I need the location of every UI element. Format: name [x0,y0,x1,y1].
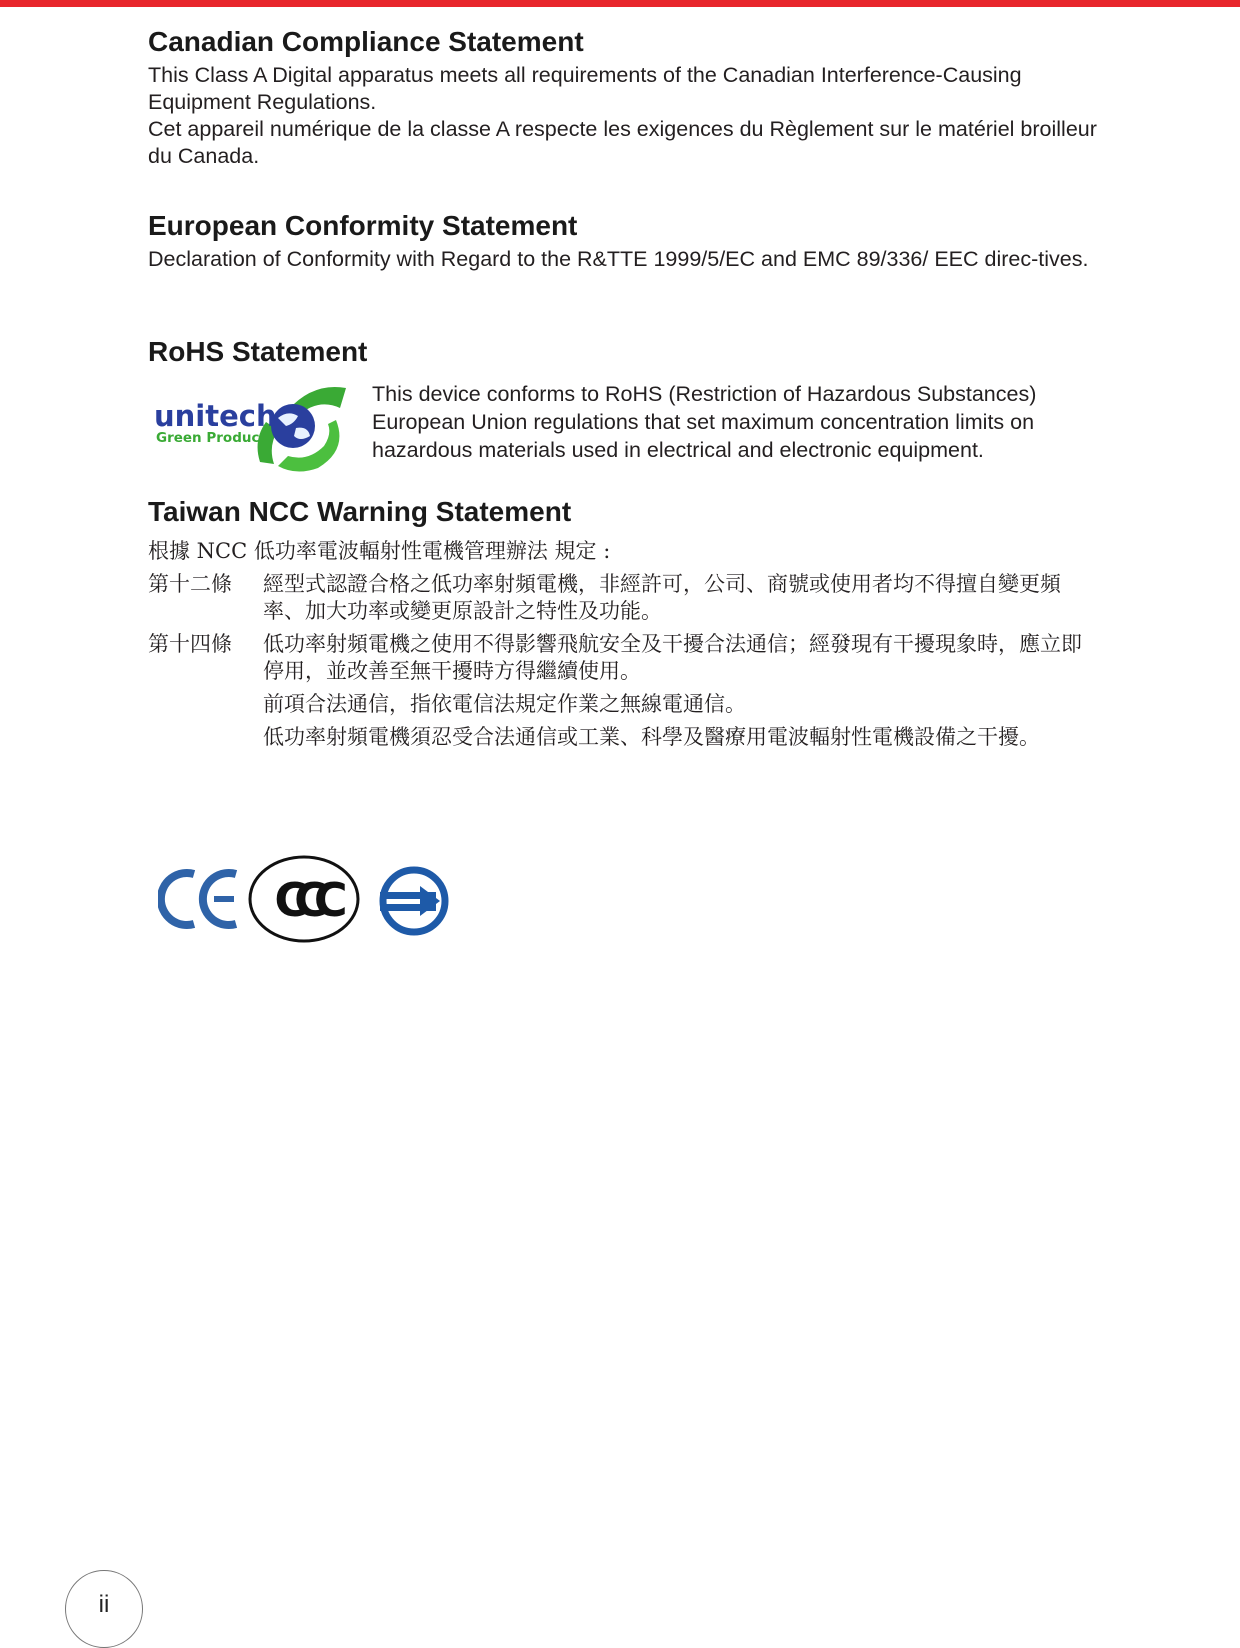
article-14-para-3: 低功率射頻電機須忍受合法通信或工業、科學及醫療用電波輻射性電機設備之干擾。 [263,725,1040,749]
canadian-english-text: This Class A Digital apparatus meets all requirements of the Canadian Interference-Causing Equipment Regulations. [148,63,1022,114]
article-14-para-2: 前項合法通信，指依電信法規定作業之無線電通信。 [263,692,746,716]
unitech-green-product-logo [148,380,352,474]
canadian-french-text: Cet appareil numérique de la classe A respecte les exigences du Règlement sur le matériel broilleur du Canada. [148,117,1097,168]
bsmi-mark-icon [380,870,445,932]
logo-subtitle: Green Product [156,430,266,446]
article-12 [148,571,1098,625]
rohs-row [148,380,1098,476]
top-accent-bar [0,0,1240,7]
ccc-mark-icon [250,857,358,941]
european-text: Declaration of Conformity with Regard to the R&TTE 1999/5/EC and EMC 89/336/ EEC direc-tives. [148,247,1089,271]
ccc-label: CCC [274,873,334,927]
canadian-heading: Canadian Compliance Statement [148,26,584,57]
page-number-badge [65,1570,143,1648]
rohs-text-block [372,380,1092,464]
taiwan-section [148,492,1098,751]
article-14-label: 第十四條 [148,632,232,656]
logo-word: unitech [154,399,277,433]
european-section [148,206,1098,273]
ce-mark-icon [161,873,236,925]
rohs-heading: RoHS Statement [148,336,368,367]
article-12-text: 經型式認證合格之低功率射頻電機，非經許可，公司、商號或使用者均不得擅自變更頻率、加大功率或變更原設計之特性及功能。 [263,572,1061,623]
page-number: ii [98,1591,110,1618]
rohs-text: This device conforms to RoHS (Restriction of Hazardous Substances) European Union regulations that set maximum concentration limits on hazardous materials used in electrical and electronic equipment. [372,382,1037,462]
article-14 [148,631,1098,685]
certification-marks [158,852,458,948]
article-12-label: 第十二條 [148,572,232,596]
article-14-text: 低功率射頻電機之使用不得影響飛航安全及干擾合法通信；經發現有干擾現象時，應立即停用，並改善至無干擾時方得繼續使用。 [263,632,1082,683]
taiwan-heading: Taiwan NCC Warning Statement [148,496,572,527]
rohs-section [148,332,1098,476]
canadian-section [148,22,1098,170]
taiwan-intro: 根據 NCC 低功率電波輻射性電機管理辦法 規定 : [148,539,611,563]
european-heading: European Conformity Statement [148,210,578,241]
